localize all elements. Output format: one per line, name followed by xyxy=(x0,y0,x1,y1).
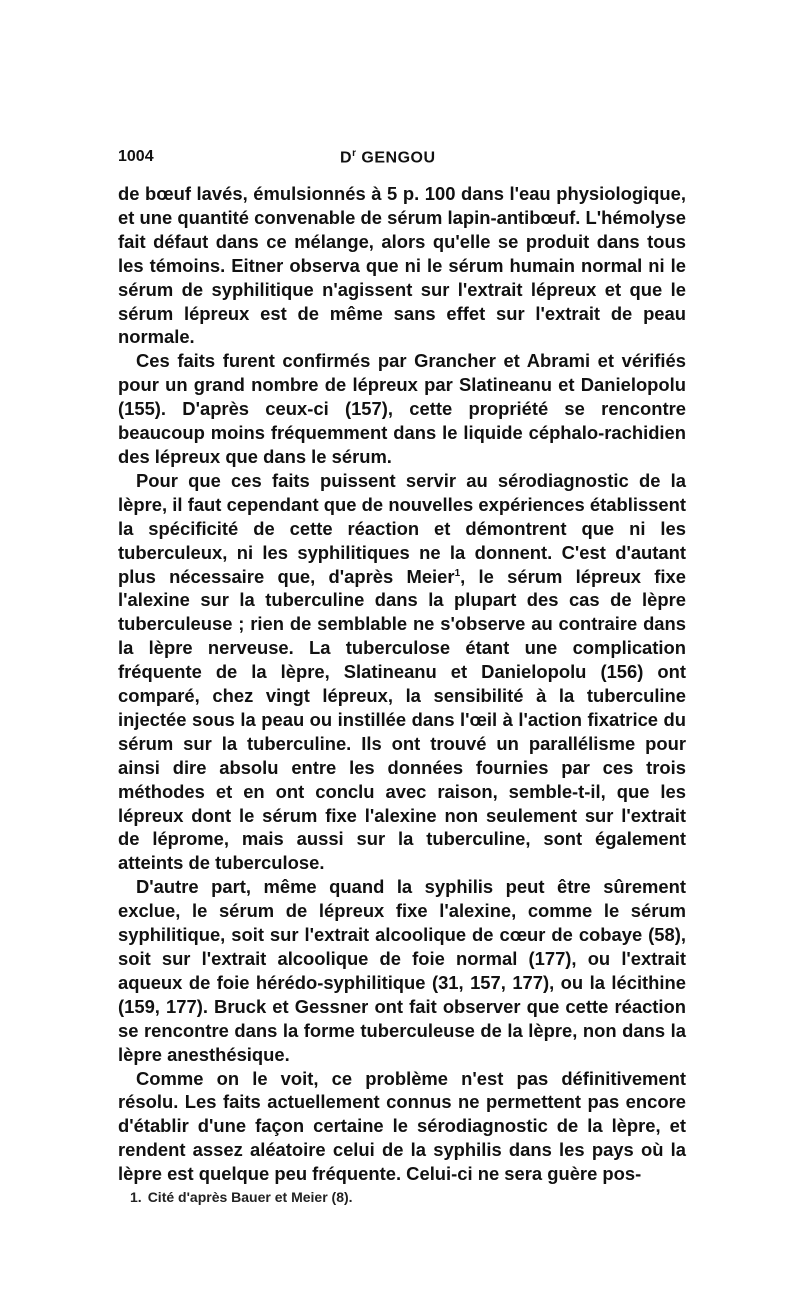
author-name: GENGOU xyxy=(356,149,436,167)
footnote-number: 1. xyxy=(130,1189,142,1205)
running-head-author xyxy=(340,148,436,167)
footnote-text: Cité d'après Bauer et Meier (8). xyxy=(147,1189,353,1205)
author-prefix-sup: r xyxy=(352,148,357,159)
footnote xyxy=(130,1188,686,1206)
paragraph-3-part-2: , le sérum lépreux fixe l'alexine sur la tuberculine dans la plupart des cas de lèpre tuberculeuse ; rien de semblable ne s'observe au contraire dans la lèpre nerveuse. La tuberculose étant une complication fréquente de la lèpre, Slatineanu et Danielopolu (156) ont comparé, chez vingt lépreux, la sensibilité à la tuberculine injectée sous la peau ou instillée dans l'œil à l'action fixatrice du sérum sur la tuberculine. Ils ont trouvé un parallélisme pour ainsi dire absolu entre les données fournies par ces trois méthodes et en ont conclu avec raison, semble-t-il, que les lépreux dont le sérum fixe l'alexine non seulement sur l'extrait de léprome, mais aussi sur la tuberculine, sont également atteints de tuberculose. xyxy=(118,565,686,874)
paragraph-4: D'autre part, même quand la syphilis peut être sûrement exclue, le sérum de lépreux fixe l'alexine, comme le sérum syphilitique, soit sur l'extrait alcoolique de cœur de cobaye (58), soit sur l'extrait alcoolique de foie normal (177), ou l'extrait aqueux de foie hérédo-syphilitique (31, 157, 177), ou la lécithine (159, 177). Bruck et Gessner ont fait observer que cette réaction se rencontre dans la forme tuberculeuse de la lèpre, non dans la lèpre anesthésique. xyxy=(118,876,686,1065)
paragraph-2: Ces faits furent confirmés par Grancher et Abrami et vérifiés pour un grand nombre de lépreux par Slatineanu et Danielopolu (155). D'après ceux-ci (157), cette propriété se rencontre beaucoup moins fréquemment dans le liquide céphalo-rachidien des lépreux que dans le sérum. xyxy=(118,350,686,467)
paragraph-3-part-1: Pour que ces faits puissent servir au sérodiagnostic de la lèpre, il faut cependant que de nouvelles expériences établissent la spécificité de cette réaction et démontrent que ni les tuberculeux, ni les syphilitiques ne la donnent. C'est d'autant plus nécessaire que, d'après Meier xyxy=(118,469,686,587)
paragraph-5: Comme on le voit, ce problème n'est pas définitivement résolu. Les faits actuellement connus ne permettent pas encore d'établir d'une façon certaine le sérodiagnostic de la lèpre, et rendent assez aléatoire celui de la syphilis dans les pays où la lèpre est quelque peu fréquente. Celui-ci ne sera guère pos- xyxy=(118,1067,686,1185)
footnote-reference: 1 xyxy=(454,567,461,579)
page-number: 1004 xyxy=(118,148,154,165)
paragraph-3 xyxy=(118,469,686,875)
body-text xyxy=(118,182,686,1186)
running-header xyxy=(118,148,686,172)
paragraph-1: de bœuf lavés, émulsionnés à 5 p. 100 dans l'eau physiologique, et une quantité convenable de sérum lapin-antibœuf. L'hémolyse fait défaut dans ce mélange, alors qu'elle se produit dans tous les témoins. Eitner observa que ni le sérum humain normal ni le sérum de syphilitique n'agissent sur l'extrait lépreux et que le sérum lépreux est de même sans effet sur l'extrait de peau normale. xyxy=(118,183,686,348)
author-prefix: D xyxy=(340,149,353,167)
